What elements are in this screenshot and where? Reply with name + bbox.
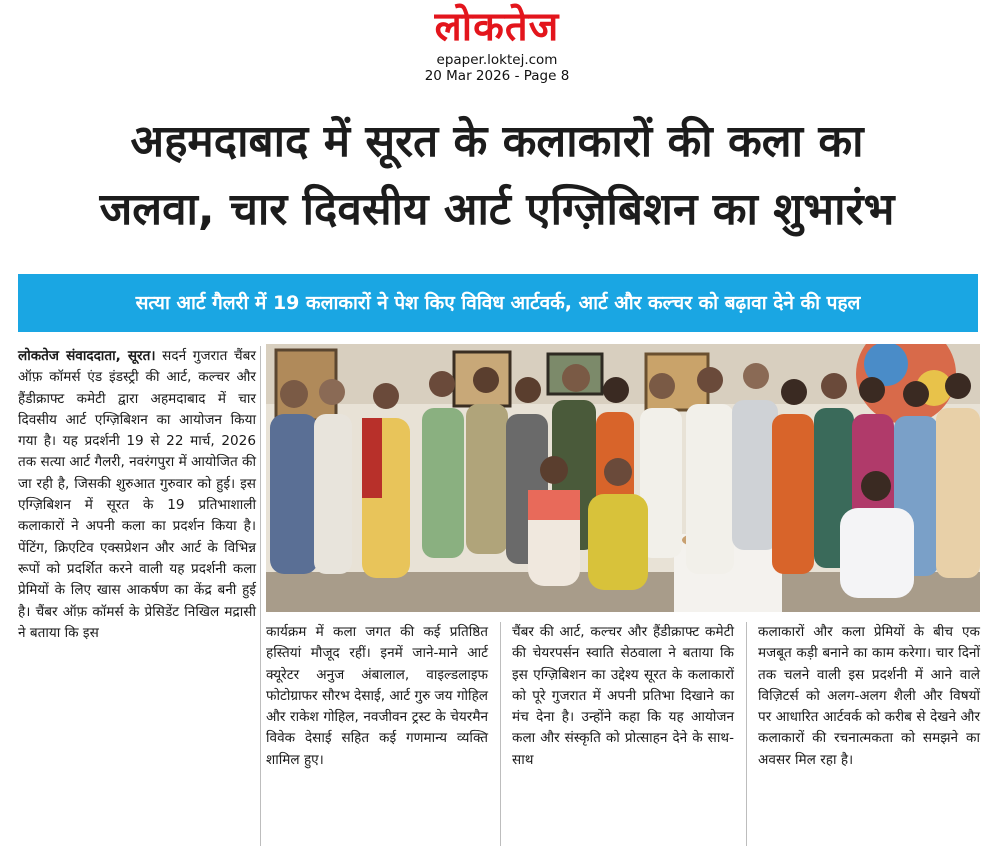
column-divider <box>746 622 747 846</box>
column-divider <box>500 622 501 846</box>
dateline: लोकतेज संवाददाता, सूरत। <box>18 348 156 364</box>
event-photo <box>266 344 980 612</box>
site-url[interactable]: epaper.loktej.com <box>436 52 558 68</box>
column-divider <box>260 346 261 846</box>
article-column-2: कार्यक्रम में कला जगत की कई प्रतिष्ठित हस्तियां मौजूद रहीं। इनमें जाने-माने आर्ट क्यूरेटर अनुज अंबालाल, वाइल्डलाइफ फोटोग्राफर सौरभ देसाई, आर्ट गुरु जय गोहिल और राकेश गोहिल, नवजीवन ट्रस्ट के चेयरमैन विवेक देसाई सहित कई गणमान्य व्यक्ति शामिल हुए। <box>266 624 488 768</box>
subheadline-banner: सत्या आर्ट गैलरी में 19 कलाकारों ने पेश किए विविध आर्टवर्क, आर्ट और कल्चर को बढ़ावा देने की पहल <box>18 274 978 332</box>
article-column-1 <box>18 346 256 644</box>
event-photo-illustration <box>266 344 980 612</box>
edition-date-page: 20 Mar 2026 - Page 8 <box>424 68 570 84</box>
masthead <box>0 2 994 84</box>
headline-line-2: जलवा, चार दिवसीय आर्ट एग्ज़िबिशन का शुभारंभ <box>99 184 895 235</box>
headline-line-1: अहमदाबाद में सूरत के कलाकारों की कला का <box>130 116 864 167</box>
article-column-4: कलाकारों और कला प्रेमियों के बीच एक मजबूत कड़ी बनाने का काम करेगा। चार दिनों तक चलने वाली इस प्रदर्शनी में आने वाले विज़िटर्स को अलग-अलग शैली और विषयों पर आधारित आर्टवर्क को करीब से देखने और कलाकारों की रचनात्मकता को समझने का अवसर मिल रहा है। <box>758 624 980 768</box>
headline <box>0 108 994 244</box>
newspaper-logo: लोकतेज <box>434 4 560 50</box>
article-column-3: चैंबर की आर्ट, कल्चर और हैंडीक्राफ्ट कमेटी की चेयरपर्सन स्वाति सेठवाला ने बताया कि इस एग्ज़िबिशन का उद्देश्य सूरत के कलाकारों को पूरे गुजरात में अपनी प्रतिभा दिखाने का मंच देना है। उन्होंने कहा कि यह आयोजन कला और संस्कृति को प्रोत्साहन देने के साथ-साथ <box>512 624 734 768</box>
column-1-text: सदर्न गुजरात चैंबर ऑफ़ कॉमर्स एंड इंडस्ट्री की आर्ट, कल्चर और हैंडीक्राफ्ट कमेटी द्वारा अहमदाबाद में चार दिवसीय आर्ट एग्ज़िबिशन का आयोजन किया गया है। यह प्रदर्शनी 19 से 22 मार्च, 2026 तक सत्या आर्ट गैलरी, नवरंगपुरा में आयोजित की जा रही है, जिसकी शुरुआत गुरुवार को हुई। इस एग्ज़िबिशन में सूरत के 19 प्रतिभाशाली कलाकारों ने अपनी कला का प्रदर्शन किया है। पेंटिंग, क्रिएटिव एक्सप्रेशन और आर्ट के विभिन्न रूपों को प्रदर्शित करने वाली यह प्रदर्शनी कला प्रेमियों के लिए खास आकर्षण का केंद्र बनी हुई है। चैंबर ऑफ़ कॉमर्स के प्रेसिडेंट निखिल मद्रासी ने बताया कि इस <box>18 348 256 641</box>
